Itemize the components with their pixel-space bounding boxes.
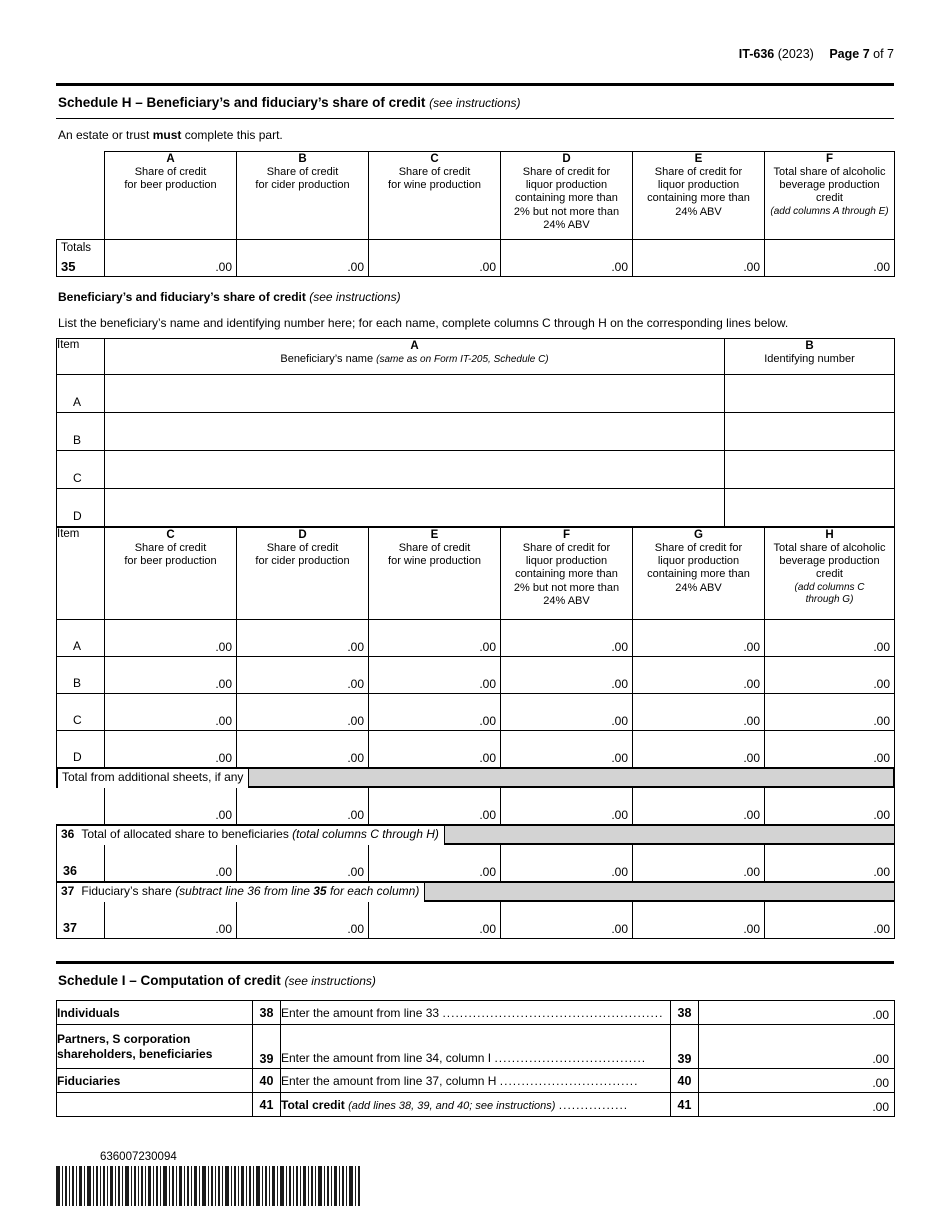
line37-label-cell (57, 902, 105, 939)
si-linenum-left-39: 39 (253, 1025, 281, 1069)
si-input-39[interactable] (699, 1025, 895, 1069)
additional-sheets-label: Total from additional sheets, if any (58, 769, 249, 788)
amt-col-desc-h: Total share of alcoholic beverage production credit (773, 542, 886, 581)
cents-c-g: .00 (743, 714, 760, 728)
barcode-block (56, 1151, 362, 1206)
totals-label-cell (57, 240, 105, 277)
schedule-i-title (56, 964, 894, 996)
row-letter-d: D (73, 509, 82, 523)
l37-cents-c: .00 (215, 922, 232, 936)
line36-text: Total of allocated share to beneficiaries (81, 827, 289, 841)
l36-cents-e: .00 (479, 865, 496, 879)
beneficiary-row-c (57, 451, 895, 489)
si-desc-note-41: (add lines 38, 39, and 40; see instructions) (348, 1099, 556, 1112)
page-header (56, 0, 894, 61)
intro-post: complete this part. (181, 128, 283, 142)
col-letter-d: D (562, 153, 571, 165)
cents-c-e: .00 (479, 714, 496, 728)
cents-b-e: .00 (479, 677, 496, 691)
row-letter-a: A (73, 395, 82, 409)
si-desc-bold-41: Total credit (281, 1097, 345, 1112)
identifying-number-input-d[interactable] (725, 489, 895, 527)
col-desc-f: Total share of alcoholic beverage production credit (773, 166, 886, 205)
totals-input-a[interactable] (105, 240, 237, 277)
si-desc-text-40: Enter the amount from line 37, column H (281, 1073, 497, 1088)
addl-cents-f: .00 (611, 808, 628, 822)
amt-input-b-f[interactable] (501, 657, 633, 694)
amt-input-d-h[interactable] (765, 731, 895, 768)
line37-input-c[interactable] (105, 902, 237, 939)
beneficiary-subhead-note: (see instructions) (309, 290, 401, 304)
row-letter-cell-d (57, 489, 105, 527)
additional-sheets-strip (57, 768, 894, 787)
line37-note-post: for each column) (326, 884, 420, 898)
line36-caption (57, 826, 445, 845)
beneficiary-row-b (57, 413, 895, 451)
line37-strip-row (57, 882, 895, 902)
line36-amounts-row (57, 845, 895, 882)
form-year: (2023) (777, 47, 814, 61)
amt-col-header-h (765, 528, 895, 620)
amt-row-letter-b: B (73, 676, 82, 690)
totals-label: Totals (61, 242, 92, 254)
cents-d-e: .00 (479, 751, 496, 765)
schedule-i-row-41 (57, 1093, 895, 1117)
amt-input-c-e[interactable] (369, 694, 501, 731)
additional-sheets-amounts-row (57, 788, 895, 825)
si-input-41[interactable] (699, 1093, 895, 1117)
amounts-header-row (57, 528, 895, 620)
totals-input-e[interactable] (633, 240, 765, 277)
cents-c-c: .00 (215, 714, 232, 728)
amt-input-b-c[interactable] (105, 657, 237, 694)
si-linenum-right-39: 39 (671, 1025, 699, 1069)
amt-col-letter-c: C (166, 529, 175, 541)
cents-d-f: .00 (611, 751, 628, 765)
page-number: 7 (862, 47, 870, 61)
amt-col-header-f (501, 528, 633, 620)
col-desc-d: Share of credit for liquor production containing more than 2% but not more than 24% ABV (513, 166, 620, 231)
cents-a-f: .00 (611, 640, 628, 654)
l36-cents-f: .00 (611, 865, 628, 879)
si-label-39-line2: shareholders, beneficiaries (57, 1046, 213, 1061)
amt-input-a-h[interactable] (765, 620, 895, 657)
amt-row-letter-cell-a (57, 620, 105, 657)
schedule-h-title-note: (see instructions) (429, 96, 521, 110)
col-header-f (765, 152, 895, 240)
allocation-amounts-table (56, 527, 895, 939)
identifying-number-input-b[interactable] (725, 413, 895, 451)
line37-input-g[interactable] (633, 902, 765, 939)
line37-input-d[interactable] (237, 902, 369, 939)
si-input-38[interactable] (699, 1001, 895, 1025)
id-col-desc: Identifying number (764, 353, 855, 365)
amt-input-c-g[interactable] (633, 694, 765, 731)
beneficiary-subhead (56, 277, 894, 313)
si-label-38: Individuals (57, 1001, 253, 1025)
schedule-i-title-note: (see instructions) (284, 974, 376, 988)
cents-a-e: .00 (479, 640, 496, 654)
schedule-i-title-text: Schedule I – Computation of credit (58, 973, 281, 988)
amt-input-a-f[interactable] (501, 620, 633, 657)
amt-col-header-e (369, 528, 501, 620)
amt-row-letter-d: D (73, 750, 82, 764)
amt-input-d-f[interactable] (501, 731, 633, 768)
addl-input-f[interactable] (501, 788, 633, 825)
cents-c-h: .00 (873, 714, 890, 728)
l37-cents-d: .00 (347, 922, 364, 936)
si-linenum-left-38: 38 (253, 1001, 281, 1025)
cents-c-f: .00 (611, 714, 628, 728)
cents-f: .00 (873, 260, 890, 274)
si-label-41 (57, 1093, 253, 1117)
line37-note-pre: (subtract line 36 from line (175, 884, 314, 898)
addl-input-h[interactable] (765, 788, 895, 825)
row-letter-cell-a (57, 375, 105, 413)
si-dots-39: ................................... (494, 1051, 647, 1065)
si-desc-text-39: Enter the amount from line 34, column I (281, 1051, 492, 1065)
si-linenum-left-40: 40 (253, 1069, 281, 1093)
l37-cents-h: .00 (873, 922, 890, 936)
amt-row-letter-cell-b (57, 657, 105, 694)
amounts-row-a (57, 620, 895, 657)
cents-c-d: .00 (347, 714, 364, 728)
schedule-h-header-row (57, 152, 895, 240)
cents-a-g: .00 (743, 640, 760, 654)
addl-cents-g: .00 (743, 808, 760, 822)
cents-a-c: .00 (215, 640, 232, 654)
addl-cents-d: .00 (347, 808, 364, 822)
amt-col-desc-e: Share of credit for wine production (388, 542, 481, 568)
line37-row-number: 37 (63, 921, 77, 935)
line36-strip (57, 825, 894, 844)
amt-col-note-h: (add columns C through G) (794, 581, 865, 605)
name-col-desc: Beneficiary’s name (280, 353, 374, 365)
si-input-40[interactable] (699, 1069, 895, 1093)
schedule-i-row-39 (57, 1025, 895, 1069)
col-desc-e: Share of credit for liquor production containing more than 24% ABV (647, 166, 750, 218)
cents-d-h: .00 (873, 751, 890, 765)
line36-label-cell (57, 845, 105, 882)
beneficiary-header-row (57, 339, 895, 375)
name-col-letter: A (410, 340, 419, 352)
l36-cents-g: .00 (743, 865, 760, 879)
line36-strip-row (57, 825, 895, 845)
beneficiary-row-a (57, 375, 895, 413)
l37-cents-g: .00 (743, 922, 760, 936)
addl-input-g[interactable] (633, 788, 765, 825)
cents-d-d: .00 (347, 751, 364, 765)
cents-c: .00 (479, 260, 496, 274)
amt-input-a-d[interactable] (237, 620, 369, 657)
totals-input-c[interactable] (369, 240, 501, 277)
si-linenum-right-40: 40 (671, 1069, 699, 1093)
addl-cents-c: .00 (215, 808, 232, 822)
cents-a-d: .00 (347, 640, 364, 654)
row-letter-cell-c (57, 451, 105, 489)
identifying-number-input-a[interactable] (725, 375, 895, 413)
col-letter-a: A (166, 153, 175, 165)
cents-b-c: .00 (215, 677, 232, 691)
beneficiary-name-table (56, 338, 895, 527)
page-total: of 7 (873, 47, 894, 61)
amt-row-letter-c: C (73, 713, 82, 727)
amt-col-header-c (105, 528, 237, 620)
line36-input-c[interactable] (105, 845, 237, 882)
barcode-number: 636007230094 (100, 1151, 177, 1163)
addl-cents-h: .00 (873, 808, 890, 822)
cents-b-h: .00 (873, 677, 890, 691)
beneficiary-instruction: List the beneficiary’s name and identifying number here; for each name, complete columns C through H on the corresponding lines below. (58, 316, 789, 330)
totals-input-d[interactable] (501, 240, 633, 277)
line36-note: (total columns C through H) (292, 827, 439, 841)
col-header-e (633, 152, 765, 240)
schedule-h-title-text: Schedule H – Beneficiary’s and fiduciary’s share of credit (58, 95, 426, 110)
col-letter-b: B (298, 153, 307, 165)
line37-number: 37 (61, 884, 75, 898)
amt-col-desc-g: Share of credit for liquor production containing more than 24% ABV (647, 542, 750, 594)
amt-col-letter-h: H (825, 529, 834, 541)
addl-input-d[interactable] (237, 788, 369, 825)
beneficiary-name-input-b[interactable] (105, 413, 725, 451)
line36-input-e[interactable] (369, 845, 501, 882)
cents-b: .00 (347, 260, 364, 274)
line36-input-g[interactable] (633, 845, 765, 882)
beneficiary-subhead-text: Beneficiary’s and fiduciary’s share of credit (58, 290, 306, 304)
amt-col-letter-g: G (694, 529, 703, 541)
amt-col-letter-e: E (430, 529, 439, 541)
amt-input-a-g[interactable] (633, 620, 765, 657)
amt-input-c-c[interactable] (105, 694, 237, 731)
col-header-a (105, 152, 237, 240)
line37-note-ref: 35 (313, 884, 327, 898)
schedule-i-table (56, 1000, 895, 1117)
row-letter-b: B (73, 433, 82, 447)
form-id: IT-636 (738, 47, 775, 61)
amt-input-c-h[interactable] (765, 694, 895, 731)
si-linenum-left-41: 41 (253, 1093, 281, 1117)
si-cents-40: .00 (872, 1076, 889, 1090)
totals-line-number: 35 (61, 259, 76, 274)
amt-col-header-d (237, 528, 369, 620)
cents-d: .00 (611, 260, 628, 274)
cents-b-g: .00 (743, 677, 760, 691)
amounts-row-d (57, 731, 895, 768)
name-col-note: (same as on Form IT-205, Schedule C) (376, 354, 549, 365)
addl-input-e[interactable] (369, 788, 501, 825)
si-linenum-right-38: 38 (671, 1001, 699, 1025)
si-label-39 (57, 1025, 253, 1069)
si-dots-41: ................ (558, 1097, 629, 1112)
l37-cents-f: .00 (611, 922, 628, 936)
si-label-39-line1: Partners, S corporation (57, 1031, 191, 1046)
amt-input-c-f[interactable] (501, 694, 633, 731)
amt-row-letter-cell-c (57, 694, 105, 731)
schedule-h-title (56, 86, 894, 118)
amt-row-letter-a: A (73, 639, 82, 653)
amt-input-d-d[interactable] (237, 731, 369, 768)
line37-strip (57, 882, 894, 901)
addl-input-c[interactable] (105, 788, 237, 825)
beneficiary-name-input-c[interactable] (105, 451, 725, 489)
amt-input-b-g[interactable] (633, 657, 765, 694)
row-letter-c: C (73, 471, 82, 485)
amt-col-header-g (633, 528, 765, 620)
l36-cents-h: .00 (873, 865, 890, 879)
identifying-number-header (725, 339, 895, 375)
totals-input-b[interactable] (237, 240, 369, 277)
line36-row-number: 36 (63, 864, 77, 878)
si-label-40: Fiduciaries (57, 1069, 253, 1093)
cents-d-g: .00 (743, 751, 760, 765)
line36-input-f[interactable] (501, 845, 633, 882)
line36-input-d[interactable] (237, 845, 369, 882)
schedule-h-intro (56, 119, 894, 151)
cents-a-h: .00 (873, 640, 890, 654)
amt-input-a-c[interactable] (105, 620, 237, 657)
col-header-b (237, 152, 369, 240)
addl-cents-e: .00 (479, 808, 496, 822)
totals-input-f[interactable] (765, 240, 895, 277)
col-note-f: (add columns A through E) (770, 205, 889, 217)
intro-must: must (152, 128, 182, 142)
amt-input-a-e[interactable] (369, 620, 501, 657)
amt-input-b-d[interactable] (237, 657, 369, 694)
si-desc-text-38: Enter the amount from line 33 (281, 1005, 440, 1020)
cents-b-d: .00 (347, 677, 364, 691)
amt-row-letter-cell-d (57, 731, 105, 768)
col-letter-c: C (430, 153, 439, 165)
amt-input-d-e[interactable] (369, 731, 501, 768)
col-header-c (369, 152, 501, 240)
amounts-row-b (57, 657, 895, 694)
si-linenum-right-41: 41 (671, 1093, 699, 1117)
item-header: Item (57, 339, 105, 375)
schedule-i-row-40 (57, 1069, 895, 1093)
col-desc-a: Share of credit for beer production (124, 166, 217, 192)
line37-input-f[interactable] (501, 902, 633, 939)
cents-e: .00 (743, 260, 760, 274)
si-cents-38: .00 (872, 1008, 889, 1022)
beneficiary-name-input-d[interactable] (105, 489, 725, 527)
beneficiary-row-d (57, 489, 895, 527)
si-cents-39: .00 (872, 1052, 889, 1066)
page-label: Page (829, 47, 860, 61)
line37-text: Fiduciary’s share (81, 884, 172, 898)
amt-col-desc-d: Share of credit for cider production (255, 542, 350, 568)
l36-cents-c: .00 (215, 865, 232, 879)
line37-caption (57, 883, 425, 902)
identifying-number-input-c[interactable] (725, 451, 895, 489)
col-letter-e: E (694, 153, 703, 165)
additional-sheets-strip-row (57, 768, 895, 788)
amounts-item-header: Item (57, 528, 105, 620)
beneficiary-name-header (105, 339, 725, 375)
amt-input-d-g[interactable] (633, 731, 765, 768)
line37-input-e[interactable] (369, 902, 501, 939)
line36-input-h[interactable] (765, 845, 895, 882)
l37-cents-e: .00 (479, 922, 496, 936)
si-desc-40 (281, 1069, 671, 1093)
row-letter-cell-b (57, 413, 105, 451)
si-desc-41 (281, 1093, 671, 1117)
si-desc-38 (281, 1001, 671, 1025)
line37-note (175, 884, 419, 898)
schedule-h-table (56, 151, 895, 277)
amt-input-b-e[interactable] (369, 657, 501, 694)
amt-col-letter-d: D (298, 529, 307, 541)
beneficiary-name-input-a[interactable] (105, 375, 725, 413)
si-desc-39 (281, 1025, 671, 1069)
amounts-row-c (57, 694, 895, 731)
amt-col-desc-f: Share of credit for liquor production containing more than 2% but not more than 24% ABV (513, 542, 620, 607)
id-col-letter: B (805, 340, 814, 352)
amt-input-c-d[interactable] (237, 694, 369, 731)
amt-input-d-c[interactable] (105, 731, 237, 768)
line37-input-h[interactable] (765, 902, 895, 939)
schedule-h-totals-row (57, 240, 895, 277)
col-header-d (501, 152, 633, 240)
schedule-i-row-38 (57, 1001, 895, 1025)
barcode-image (56, 1166, 362, 1206)
cents-a: .00 (215, 260, 232, 274)
l36-cents-d: .00 (347, 865, 364, 879)
col-desc-b: Share of credit for cider production (255, 166, 350, 192)
cents-b-f: .00 (611, 677, 628, 691)
cents-d-c: .00 (215, 751, 232, 765)
amt-input-b-h[interactable] (765, 657, 895, 694)
si-cents-41: .00 (872, 1100, 889, 1114)
line37-amounts-row (57, 902, 895, 939)
col-letter-f: F (825, 153, 834, 165)
si-dots-40: ................................ (499, 1073, 639, 1088)
amt-col-letter-f: F (562, 529, 571, 541)
line36-number: 36 (61, 827, 75, 841)
intro-pre: An estate or trust (58, 128, 153, 142)
si-dots-38: ................................................... (442, 1005, 664, 1020)
amt-col-desc-c: Share of credit for beer production (124, 542, 217, 568)
col-desc-c: Share of credit for wine production (388, 166, 481, 192)
